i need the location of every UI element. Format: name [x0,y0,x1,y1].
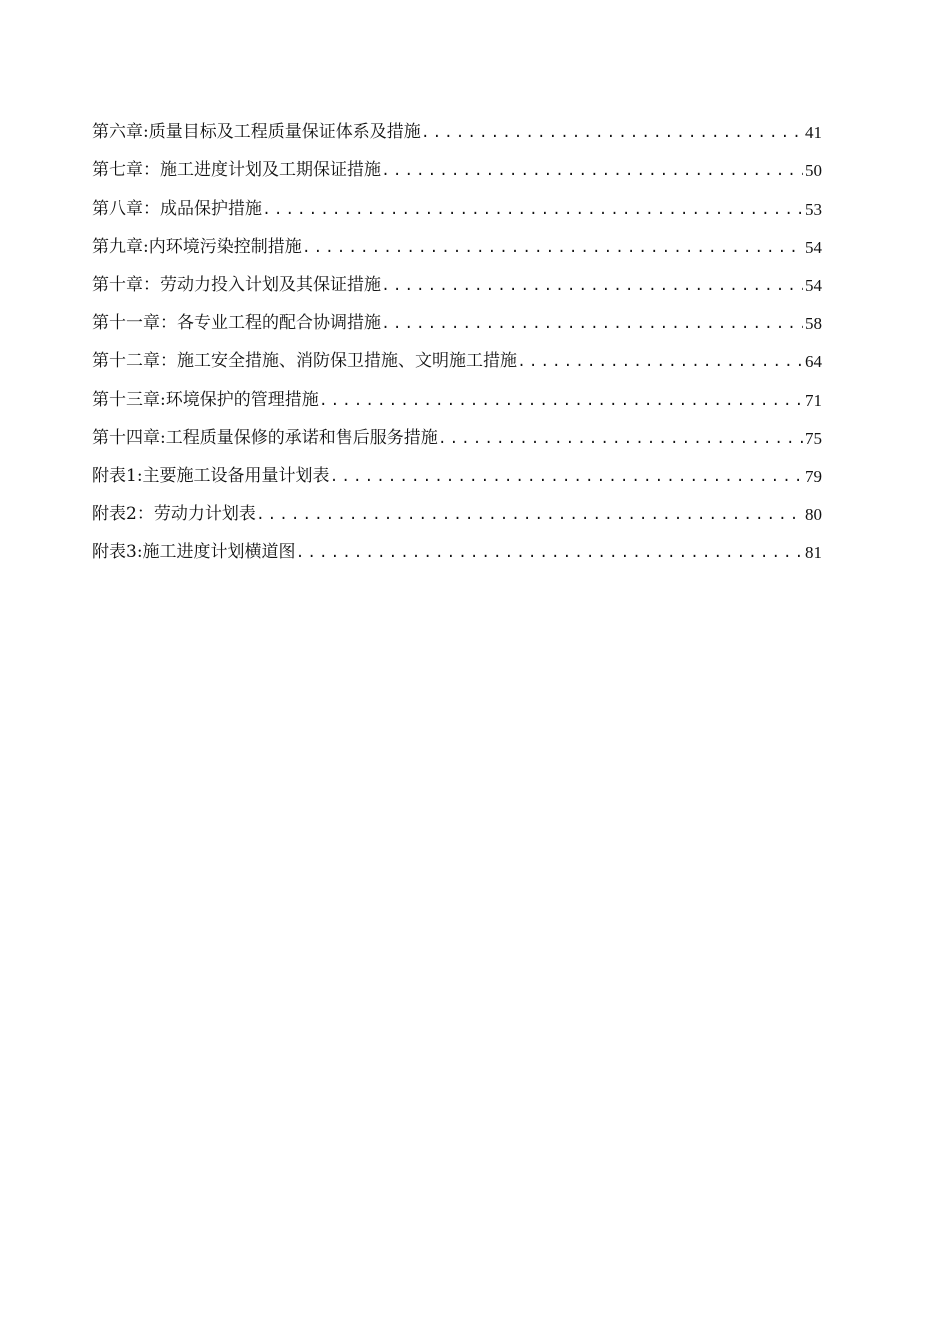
toc-dot-leader [302,241,803,262]
toc-dot-leader [319,394,803,415]
toc-entry[interactable] [92,147,822,185]
toc-entry-title: 附表3:施工进度计划横道图 [92,542,296,563]
toc-entry[interactable] [92,491,822,529]
toc-dot-leader [256,508,803,529]
toc-entry-title: 附表1:主要施工设备用量计划表 [92,465,330,486]
toc-entry[interactable] [92,529,822,567]
toc-page-number: 81 [805,543,822,563]
toc-page-number: 53 [805,199,822,219]
toc-entry[interactable] [92,453,822,491]
toc-entry-title: 第十三章:环境保护的管理措施 [92,389,319,410]
toc-dot-leader [330,470,803,491]
toc-page-number: 41 [805,123,822,143]
toc-dot-leader [517,355,803,376]
toc-entry-title: 第六章:质量目标及工程质量保证体系及措施 [92,122,421,143]
toc-dot-leader [381,317,803,338]
toc-page-number: 54 [805,275,822,295]
toc-dot-leader [381,279,803,300]
toc-entry[interactable] [92,262,822,300]
toc-dot-leader [421,126,803,147]
toc-entry-title: 第十二章：施工安全措施、消防保卫措施、文明施工措施 [92,351,517,372]
toc-entry-title: 第八章：成品保护措施 [92,198,262,219]
toc-page-number: 79 [805,466,822,486]
toc-entry-title: 第十一章：各专业工程的配合协调措施 [92,313,381,334]
toc-page-number: 54 [805,237,822,257]
toc-dot-leader [296,546,803,567]
toc-entry[interactable] [92,338,822,376]
table-of-contents [92,109,822,567]
toc-entry-title: 第十四章:工程质量保修的承诺和售后服务措施 [92,427,438,448]
toc-page-number: 58 [805,314,822,334]
toc-entry[interactable] [92,224,822,262]
toc-entry[interactable] [92,185,822,223]
toc-page-number: 80 [805,505,822,525]
toc-page-number: 64 [805,352,822,372]
toc-dot-leader [381,164,803,185]
toc-page-number: 75 [805,428,822,448]
toc-page-number: 71 [805,390,822,410]
toc-entry-title: 第十章：劳动力投入计划及其保证措施 [92,274,381,295]
toc-entry-title: 第九章:内环境污染控制措施 [92,236,302,257]
toc-dot-leader [262,203,803,224]
toc-entry-title: 附表2：劳动力计划表 [92,504,256,525]
toc-dot-leader [438,432,803,453]
toc-entry[interactable] [92,376,822,414]
toc-page-number: 50 [805,161,822,181]
toc-entry[interactable] [92,415,822,453]
toc-entry[interactable] [92,300,822,338]
toc-entry[interactable] [92,109,822,147]
toc-entry-title: 第七章：施工进度计划及工期保证措施 [92,160,381,181]
